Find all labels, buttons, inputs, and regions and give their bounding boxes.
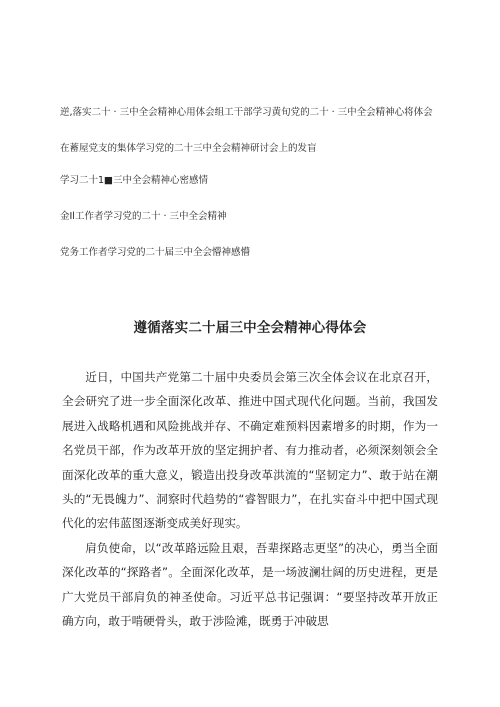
related-article-link[interactable]: 学习二十1■三中全会精神心密感情 (60, 175, 209, 186)
related-articles-list (60, 106, 450, 282)
related-article-link[interactable]: 金Il工作者学习党的二十 · 三中全会精神 (60, 211, 227, 222)
article-paragraph: 肩负使命，以“改革路远险且艰，吾辈探路志更坚”的决心，勇当全面深化改革的“探路者”。全面深化改革，是一场波澜壮阔的历史进程，更是广大党员干部肩负的神圣使命。习近平总书记强调：“要坚持改革开放正确方向，敢于啃硬骨头，敢于涉险滩，既勇于冲破思 (62, 540, 438, 629)
related-article-link[interactable]: 在蓄屋党支的集体学习党的二十三中全会精神研讨会上的发盲 (60, 143, 317, 154)
article-title: 遵循落实二十届三中全会精神心得体会 (133, 320, 367, 336)
related-article-link[interactable]: 党务工作者学习党的二十届三中全会懵神感懵 (60, 247, 251, 258)
related-article-link[interactable]: 逆,落实二十 · 三中全会精神心用体会组工干部学习黄旬党的二十 · 三中全会精神心将体会 (60, 107, 433, 118)
article-body (62, 365, 438, 633)
article-paragraph: 近日，中国共产党第二十届中央委员会第三次全体会议在北京召开，全会研究了进一步全面深化改革、推进中国式现代化问题。当前，我国发展进入战略机遇和风险挑战并存、不确定难预料因素增多的时期，作为一名党员干部，作为改革开放的坚定拥护者、有力推动者，必须深刻领会全面深化改革的重大意义，锻造出投身改革洪流的“坚韧定力”、敢于站在潮头的“无畏魄力”、洞察时代趋势的“睿智眼力”，在扎实奋斗中把中国式现代化的宏伟蓝图逐渐变成美好现实。 (62, 370, 438, 531)
